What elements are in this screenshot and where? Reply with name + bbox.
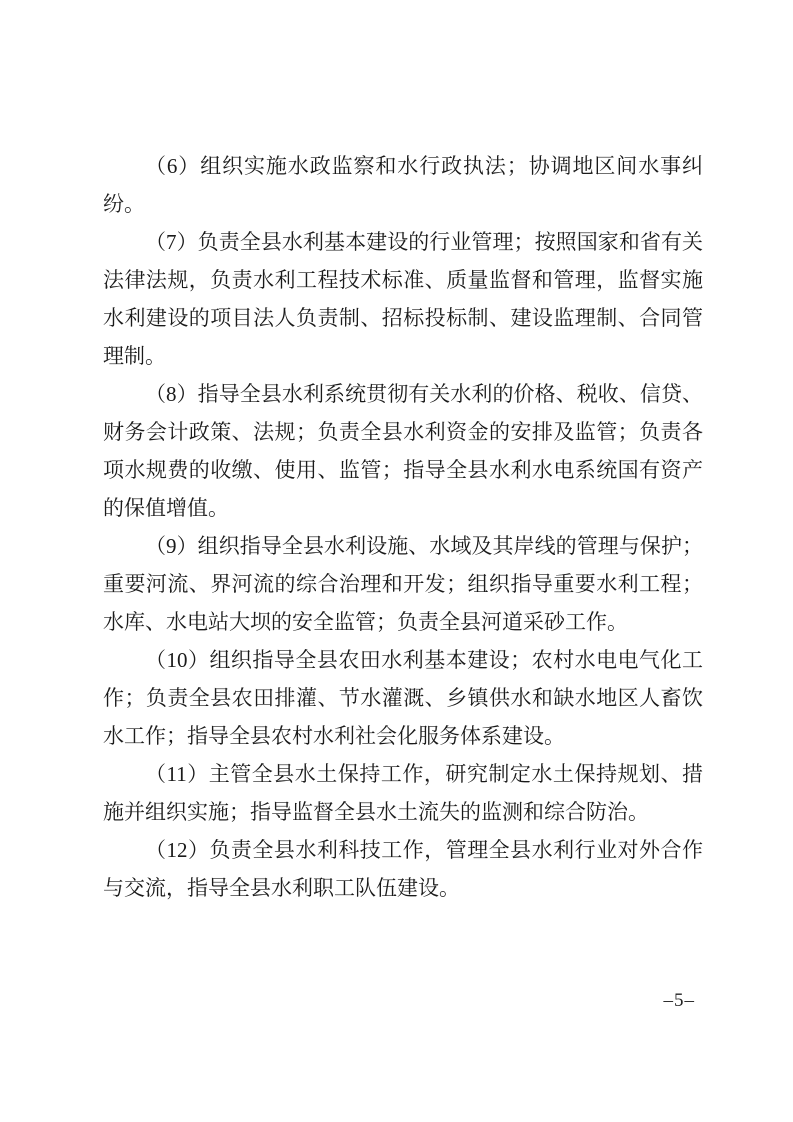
page-number: –5– (663, 990, 695, 1011)
paragraph-item-12 (103, 831, 703, 907)
text-line: （10）组织指导全县农田水利基本建设；农村水电电气化工 (145, 648, 703, 672)
paragraph-item-6 (103, 147, 703, 223)
text-line: 施并组织实施；指导监督全县水土流失的监测和综合防治。 (103, 800, 649, 824)
text-line: 财务会计政策、法规；负责全县水利资金的安排及监管；负责各 (103, 420, 703, 444)
text-line: 作；负责全县农田排灌、节水灌溉、乡镇供水和缺水地区人畜饮 (103, 686, 703, 710)
paragraph-item-9 (103, 527, 703, 641)
text-line: 的保值增值。 (103, 496, 229, 520)
document-body (103, 147, 703, 907)
text-line: 纷。 (103, 192, 145, 216)
text-line: （9）组织指导全县水利设施、水域及其岸线的管理与保护； (145, 534, 703, 558)
text-line: （11）主管全县水土保持工作，研究制定水土保持规划、措 (145, 762, 703, 786)
paragraph-item-8 (103, 375, 703, 527)
text-line: 重要河流、界河流的综合治理和开发；组织指导重要水利工程； (103, 572, 703, 596)
text-line: 理制。 (103, 344, 166, 368)
paragraph-item-7 (103, 223, 703, 375)
text-line: （7）负责全县水利基本建设的行业管理；按照国家和省有关 (145, 230, 703, 254)
text-line: （12）负责全县水利科技工作，管理全县水利行业对外合作 (145, 838, 703, 862)
text-line: 与交流，指导全县水利职工队伍建设。 (103, 876, 460, 900)
text-line: 法律法规，负责水利工程技术标准、质量监督和管理，监督实施 (103, 268, 703, 292)
text-line: 水利建设的项目法人负责制、招标投标制、建设监理制、合同管 (103, 306, 703, 330)
paragraph-item-10 (103, 641, 703, 755)
text-line: 水工作；指导全县农村水利社会化服务体系建设。 (103, 724, 565, 748)
text-line: （8）指导全县水利系统贯彻有关水利的价格、税收、信贷、 (145, 382, 703, 406)
text-line: 水库、水电站大坝的安全监管；负责全县河道采砂工作。 (103, 610, 628, 634)
paragraph-item-11 (103, 755, 703, 831)
text-line: 项水规费的收缴、使用、监管；指导全县水利水电系统国有资产 (103, 458, 703, 482)
text-line: （6）组织实施水政监察和水行政执法；协调地区间水事纠 (145, 154, 703, 178)
